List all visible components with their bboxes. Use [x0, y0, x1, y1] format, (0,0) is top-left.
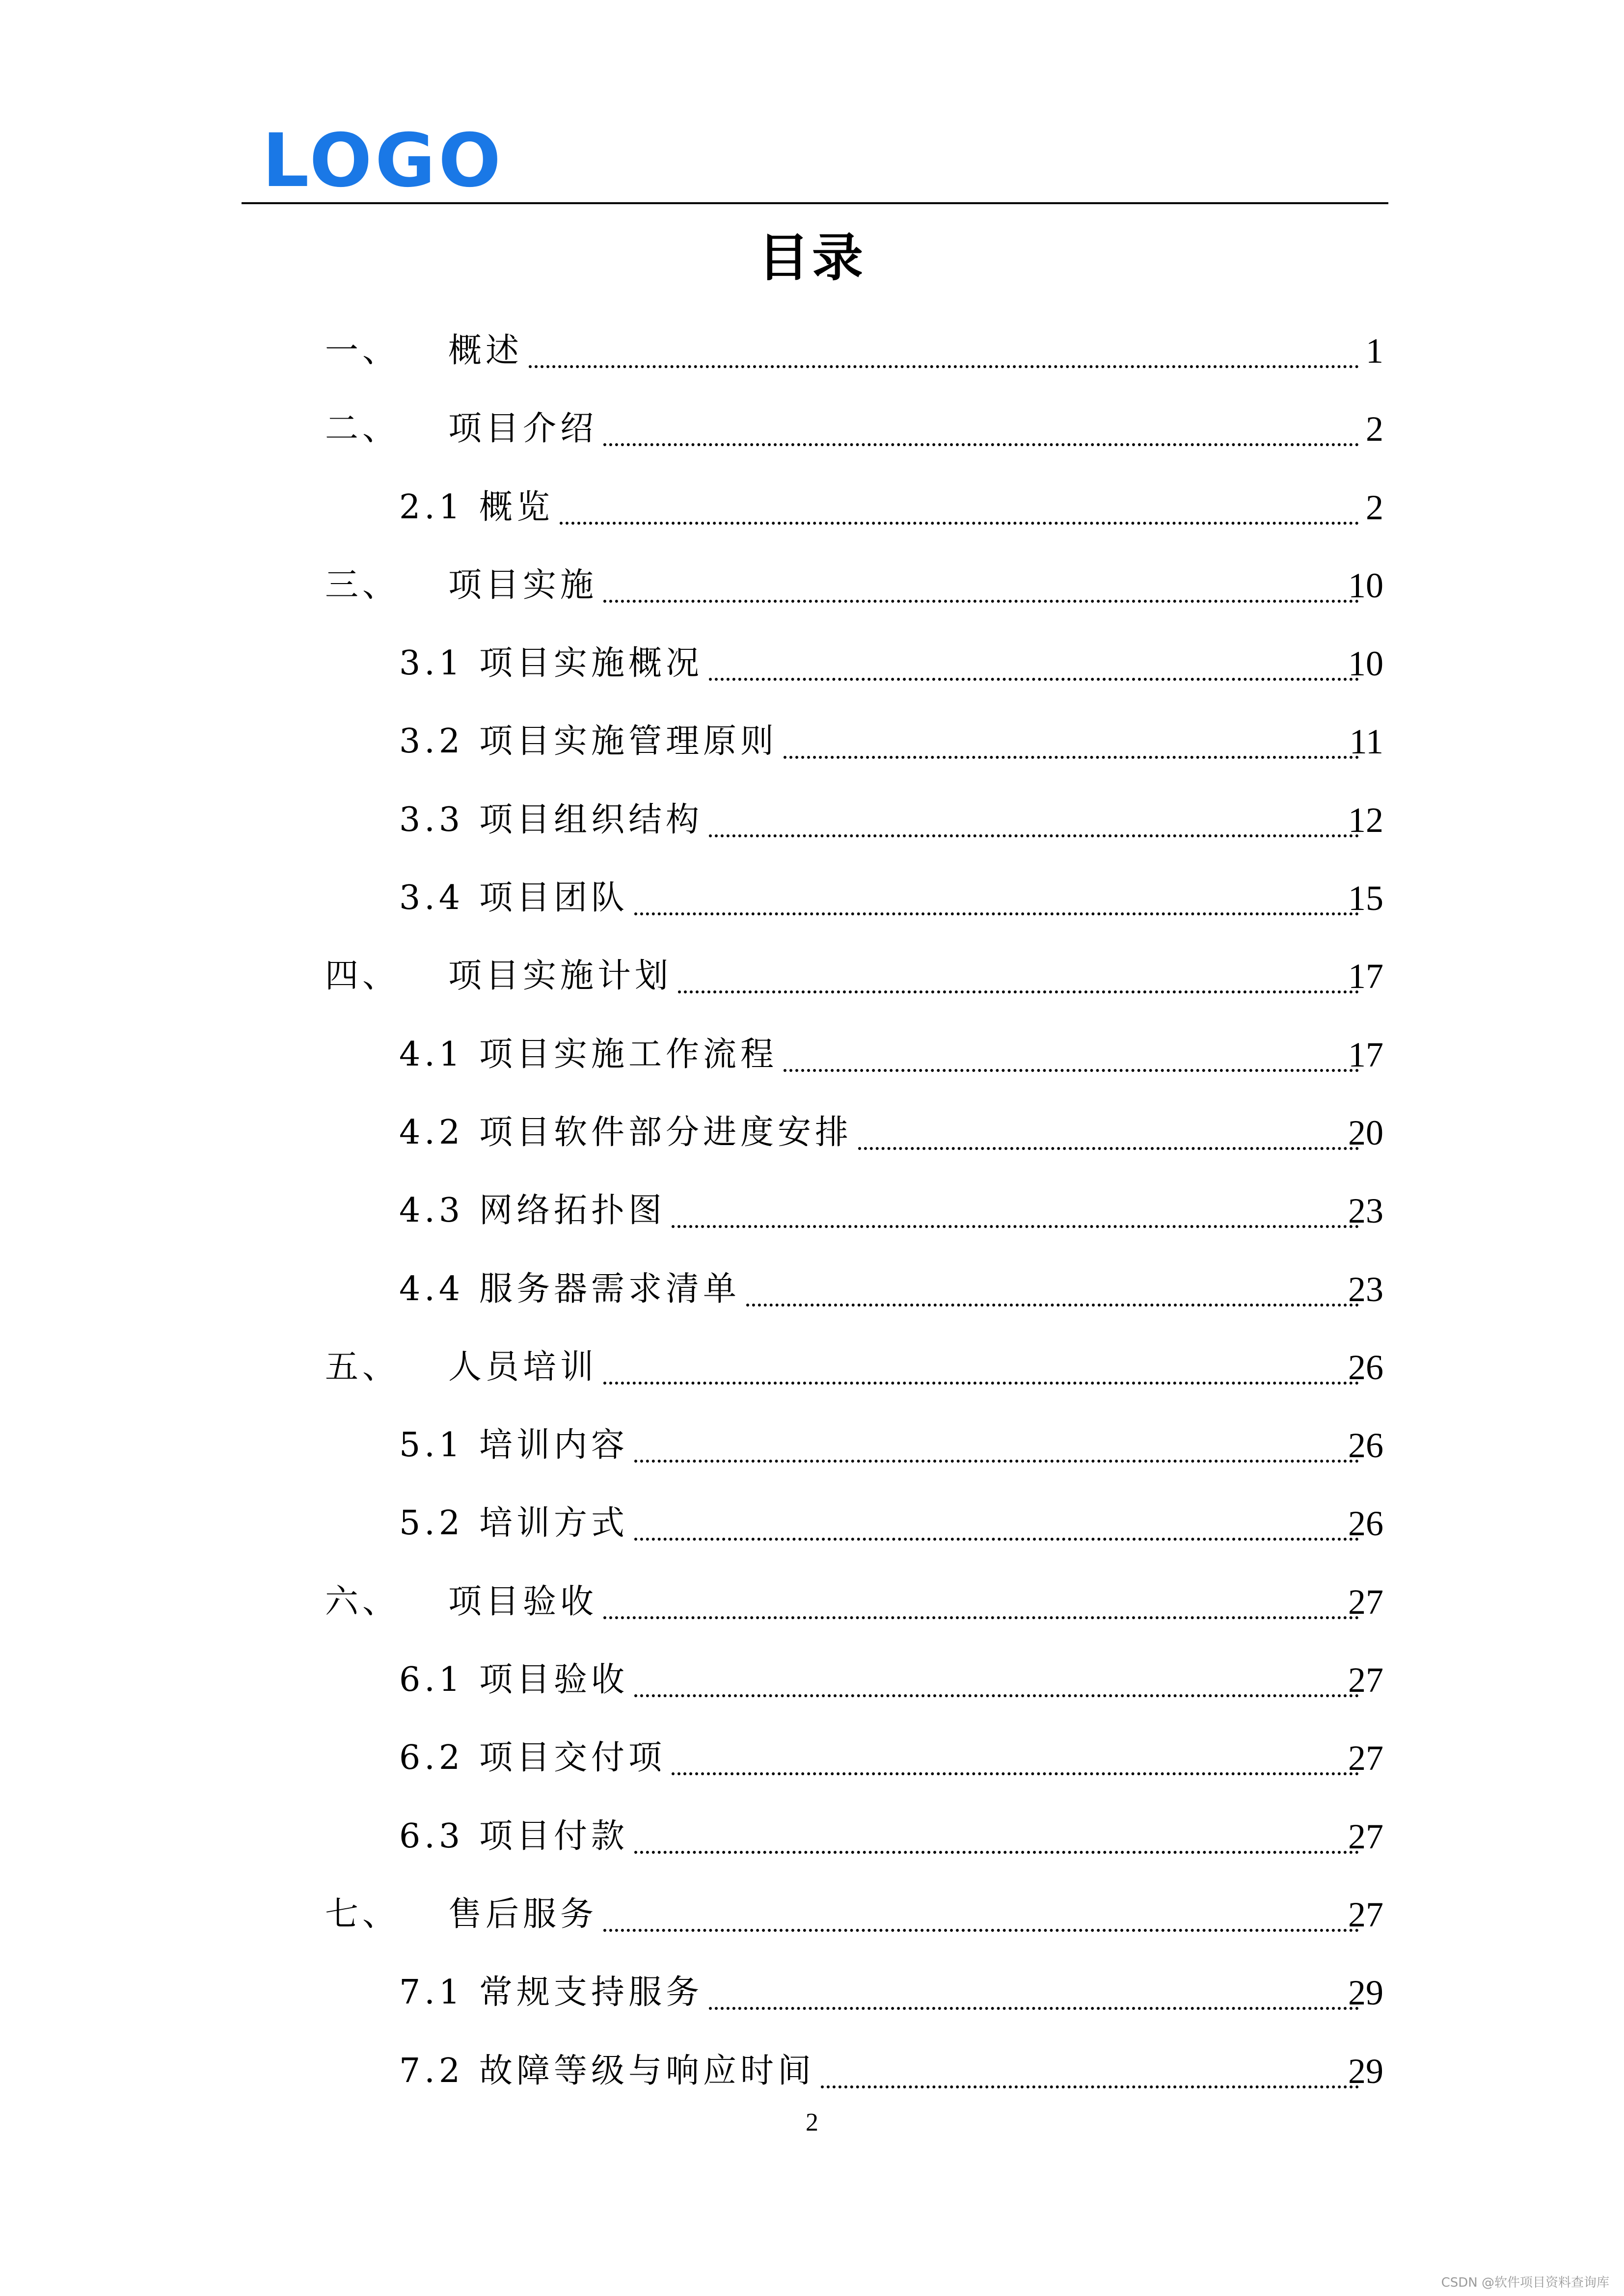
toc-entry-page: 17 [1348, 957, 1383, 996]
toc-entry-number: 7.2 [399, 2051, 464, 2090]
toc-entry-page: 10 [1348, 644, 1383, 684]
toc-dot-leader [603, 443, 1359, 446]
toc-dot-leader [709, 834, 1359, 837]
toc-entry-label: 售后服务 [448, 1895, 598, 1934]
toc-entry-label: 项目软件部分进度安排 [479, 1113, 853, 1152]
toc-entry-page: 2 [1366, 487, 1383, 527]
toc-entry-label: 常规支持服务 [479, 1973, 704, 2012]
toc-subentry[interactable] [0, 1106, 1624, 1184]
toc-dot-leader [634, 1538, 1359, 1541]
toc-entry-number: 五、 [325, 1347, 400, 1387]
toc-entry-page: 23 [1348, 1269, 1383, 1309]
toc-entry-number: 3.4 [399, 879, 464, 918]
toc-dot-leader [672, 1225, 1359, 1228]
toc-entry-label: 故障等级与响应时间 [479, 2051, 815, 2090]
toc-entry-label: 项目实施 [448, 565, 598, 605]
toc-dot-leader [603, 600, 1359, 603]
toc-entry-label: 项目团队 [479, 879, 629, 918]
toc-dot-leader [634, 1851, 1359, 1854]
toc-dot-leader [672, 1772, 1359, 1775]
toc-dot-leader [603, 1382, 1359, 1385]
toc-entry-number: 六、 [325, 1582, 400, 1621]
toc-entry[interactable] [0, 402, 1624, 480]
toc-entry-label: 培训内容 [479, 1426, 629, 1465]
toc-entry-number: 6.1 [399, 1660, 464, 1700]
toc-entry-label: 项目实施概况 [479, 644, 704, 683]
toc-subentry[interactable] [0, 793, 1624, 871]
toc-entry-page: 11 [1349, 722, 1383, 762]
toc-entry-label: 项目付款 [479, 1816, 629, 1856]
toc-entry-page: 27 [1348, 1738, 1383, 1778]
toc-entry-number: 二、 [325, 409, 400, 449]
toc-entry[interactable] [0, 1575, 1624, 1653]
toc-dot-leader [560, 522, 1359, 525]
toc-entry-page: 27 [1348, 1582, 1383, 1622]
toc-entry-label: 培训方式 [479, 1504, 629, 1543]
toc-subentry[interactable] [0, 1184, 1624, 1262]
toc-entry-label: 人员培训 [448, 1347, 598, 1387]
toc-entry[interactable] [0, 949, 1624, 1027]
toc-dot-leader [529, 365, 1359, 368]
toc-entry[interactable] [0, 1888, 1624, 1966]
toc-dot-leader [784, 1069, 1359, 1072]
toc-entry[interactable] [0, 1340, 1624, 1418]
toc-entry-page: 27 [1348, 1816, 1383, 1856]
toc-entry-page: 23 [1348, 1191, 1383, 1231]
toc-entry-page: 27 [1348, 1895, 1383, 1934]
toc-entry-page: 27 [1348, 1660, 1383, 1700]
toc-entry-page: 20 [1348, 1113, 1383, 1152]
toc-subentry[interactable] [0, 637, 1624, 715]
toc-dot-leader [858, 1147, 1359, 1150]
toc-dot-leader [709, 2007, 1359, 2010]
toc-dot-leader [678, 990, 1359, 993]
toc-entry-number: 5.1 [399, 1426, 464, 1465]
page-number: 2 [806, 2109, 818, 2136]
toc-entry-page: 26 [1348, 1504, 1383, 1544]
toc-entry-number: 7.1 [399, 1973, 464, 2012]
toc-entry-label: 项目介绍 [448, 409, 598, 449]
toc-title: 目录 [758, 227, 866, 288]
toc-subentry[interactable] [0, 1028, 1624, 1106]
toc-entry-number: 2.1 [399, 487, 464, 527]
toc-subentry[interactable] [0, 1966, 1624, 2044]
toc-entry-page: 17 [1348, 1035, 1383, 1074]
toc-entry-number: 6.3 [399, 1816, 464, 1856]
toc-entry-label: 服务器需求清单 [479, 1269, 741, 1308]
toc-entry-page: 15 [1348, 879, 1383, 918]
toc-entry-label: 项目验收 [448, 1582, 598, 1621]
toc-entry[interactable] [0, 559, 1624, 637]
header-divider [242, 202, 1388, 204]
toc-dot-leader [634, 912, 1359, 915]
toc-entry-label: 项目实施管理原则 [479, 722, 778, 761]
table-of-contents [0, 324, 1624, 2122]
toc-entry-number: 6.2 [399, 1738, 464, 1778]
watermark: CSDN @软件项目资料查询库 [1441, 2275, 1609, 2290]
toc-entry-page: 1 [1366, 331, 1383, 371]
toc-dot-leader [709, 678, 1359, 681]
toc-entry-page: 29 [1348, 1973, 1383, 2013]
toc-subentry[interactable] [0, 1496, 1624, 1575]
toc-subentry[interactable] [0, 1418, 1624, 1496]
toc-entry-number: 七、 [325, 1895, 400, 1934]
toc-entry-number: 5.2 [399, 1504, 464, 1543]
toc-entry-number: 3.2 [399, 722, 464, 761]
toc-dot-leader [746, 1304, 1359, 1307]
toc-entry[interactable] [0, 324, 1624, 402]
toc-entry-number: 4.2 [399, 1113, 464, 1152]
toc-entry-number: 4.4 [399, 1269, 464, 1308]
toc-entry-label: 项目交付项 [479, 1738, 666, 1778]
toc-entry-page: 26 [1348, 1347, 1383, 1387]
toc-dot-leader [821, 2085, 1359, 2088]
toc-entry-label: 项目验收 [479, 1660, 629, 1700]
toc-entry-number: 4.3 [399, 1191, 464, 1230]
toc-entry-label: 概览 [479, 487, 554, 527]
toc-dot-leader [603, 1616, 1359, 1619]
toc-entry-number: 4.1 [399, 1035, 464, 1074]
toc-entry-page: 10 [1348, 565, 1383, 605]
toc-entry-page: 12 [1348, 800, 1383, 840]
toc-entry-number: 3.1 [399, 644, 464, 683]
toc-subentry[interactable] [0, 1653, 1624, 1731]
toc-entry-label: 概述 [448, 331, 523, 370]
toc-entry-label: 网络拓扑图 [479, 1191, 666, 1230]
toc-subentry[interactable] [0, 1810, 1624, 1888]
toc-entry-page: 26 [1348, 1426, 1383, 1466]
logo: LOGO [262, 118, 504, 204]
toc-subentry[interactable] [0, 871, 1624, 949]
toc-dot-leader [634, 1460, 1359, 1463]
toc-subentry[interactable] [0, 715, 1624, 793]
toc-entry-label: 项目组织结构 [479, 800, 704, 839]
toc-entry-label: 项目实施工作流程 [479, 1035, 778, 1074]
toc-dot-leader [603, 1929, 1359, 1932]
toc-entry-number: 三、 [325, 565, 400, 605]
toc-entry-page: 29 [1348, 2051, 1383, 2091]
toc-entry-number: 3.3 [399, 800, 464, 839]
toc-entry-page: 2 [1366, 409, 1383, 449]
toc-dot-leader [784, 756, 1359, 759]
toc-subentry[interactable] [0, 1731, 1624, 1809]
toc-entry-number: 一、 [325, 331, 400, 370]
toc-subentry[interactable] [0, 481, 1624, 559]
toc-subentry[interactable] [0, 1262, 1624, 1340]
toc-dot-leader [634, 1694, 1359, 1697]
toc-entry-number: 四、 [325, 957, 400, 996]
toc-entry-label: 项目实施计划 [448, 957, 673, 996]
